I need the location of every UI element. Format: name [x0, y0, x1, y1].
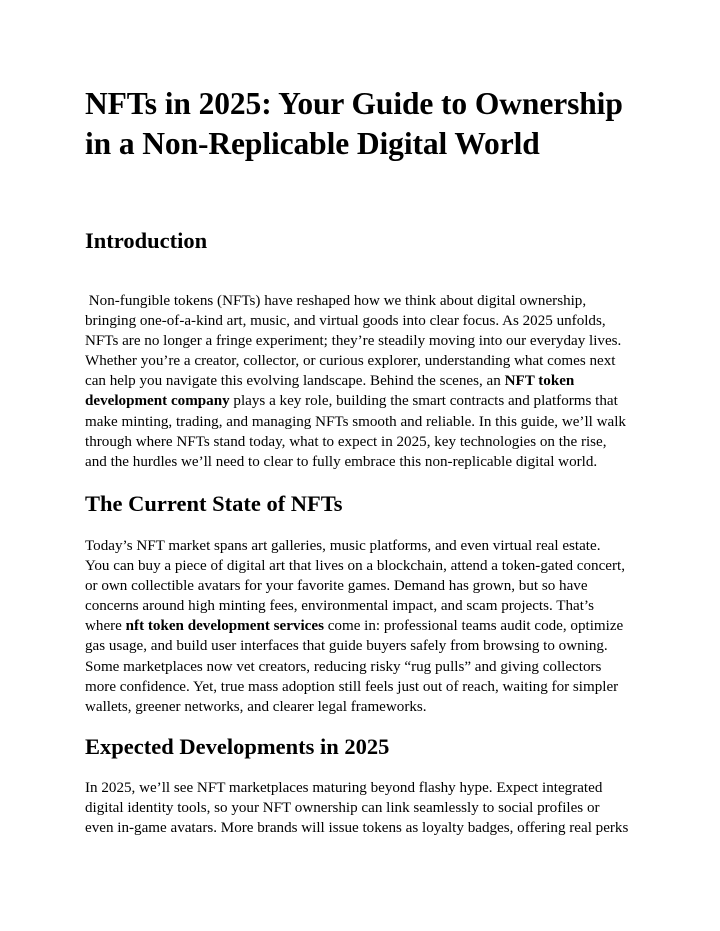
text-line: Today’s NFT market spans art galleries, music platforms, and even virtual real estate. [85, 538, 601, 554]
text-line: Non-fungible tokens (NFTs) have reshaped how we think about digital ownership, [85, 293, 587, 309]
text-run: come in: professional teams audit code, optimize [323, 618, 624, 635]
text-line: NFTs are no longer a fringe experiment; they’re steadily moving into our everyday lives. [85, 333, 622, 350]
text-line: bringing one‑of‑a‑kind art, music, and virtual goods into clear focus. As 2025 unfolds, [85, 313, 606, 330]
text-line: Some marketplaces now vet creators, reducing risky “rug pulls” and giving collectors [85, 658, 602, 675]
section-heading-introduction: Introduction [85, 228, 208, 253]
section-paragraph-introduction [85, 291, 645, 472]
bold-keyword: NFT token [504, 373, 575, 390]
section-heading-expected-developments: Expected Developments in 2025 [85, 734, 390, 759]
text-run: plays a key role, building the smart contracts and platforms that [229, 393, 618, 410]
section-paragraph-current-state [85, 536, 645, 717]
section-heading-current-state: The Current State of NFTs [85, 491, 343, 516]
title-line: NFTs in 2025: Your Guide to Ownership [85, 86, 623, 121]
text-run: can help you navigate this evolving landscape. Behind the scenes, an [85, 373, 505, 390]
text-run: where [85, 618, 126, 635]
document-title [85, 84, 645, 164]
text-line: through where NFTs stand today, what to expect in 2025, key technologies on the rise, [85, 433, 607, 450]
text-line: digital identity tools, so your NFT ownership can link seamlessly to social profiles or [85, 800, 600, 817]
bold-keyword: nft token development services [125, 618, 324, 635]
text-line: gas usage, and build user interfaces that guide buyers safely from browsing to owning. [85, 638, 608, 655]
text-line [85, 616, 645, 636]
title-line: in a Non-Replicable Digital World [85, 126, 540, 161]
text-line: more confidence. Yet, true mass adoption still feels just out of reach, waiting for simpler [85, 678, 619, 695]
text-line: concerns around high minting fees, environmental impact, and scam projects. That’s [85, 598, 594, 615]
text-line [85, 371, 645, 391]
bold-keyword: development company [85, 393, 230, 410]
text-line: You can buy a piece of digital art that lives on a blockchain, attend a token‑gated concert, [85, 558, 625, 575]
text-line: make minting, trading, and managing NFTs smooth and reliable. In this guide, we’ll walk [85, 413, 626, 430]
text-line: In 2025, we’ll see NFT marketplaces maturing beyond flashy hype. Expect integrated [85, 780, 603, 796]
section-paragraph-expected-developments [85, 778, 645, 838]
text-line: Whether you’re a creator, collector, or curious explorer, understanding what comes next [85, 353, 616, 370]
text-line: or own collectible avatars for your favorite games. Demand has grown, but so have [85, 578, 588, 595]
text-line: wallets, greener networks, and clearer legal frameworks. [85, 698, 427, 715]
text-line: and the hurdles we’ll need to clear to fully embrace this non‑replicable digital world. [85, 453, 598, 470]
text-line [85, 391, 645, 411]
text-line: even in‑game avatars. More brands will issue tokens as loyalty badges, offering real perks [85, 820, 629, 837]
